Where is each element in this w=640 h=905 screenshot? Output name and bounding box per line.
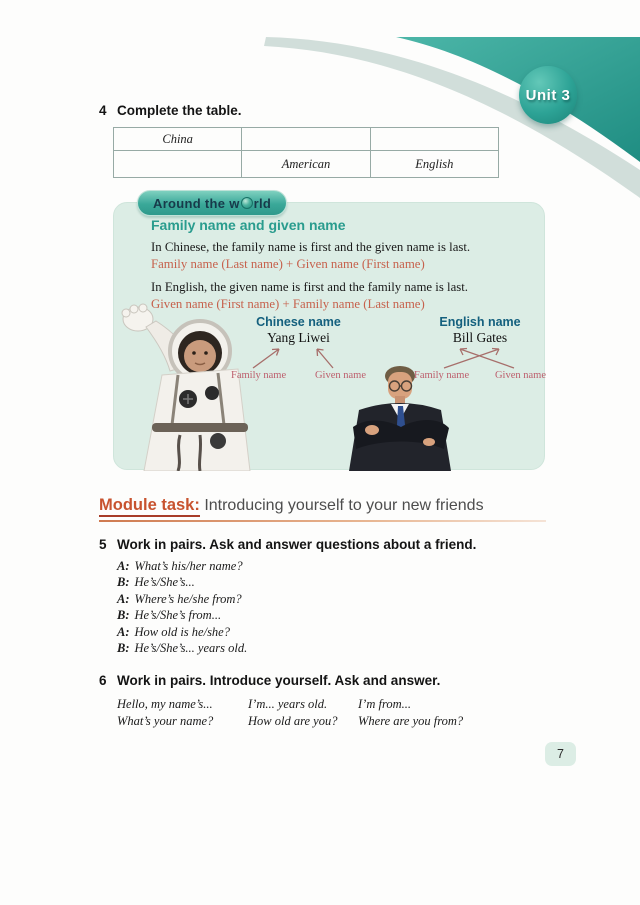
dialogue-line: A: How old is he/she? [117,624,230,639]
module-task-text: Introducing yourself to your new friends [204,497,484,514]
exercise6-heading [99,673,440,688]
exercise4-number: 4 [99,103,107,118]
dialogue-line: B: He’s/She’s from... [117,608,222,623]
name-part-labels [414,370,546,381]
chinese-example-name: Yang Liwei [267,330,330,345]
name-connector-lines-crossed [414,346,546,370]
phrase: How old are you? [248,714,338,728]
table-row [114,128,499,151]
table-cell: China [114,128,242,151]
table-cell [242,128,370,151]
table-cell [114,151,242,178]
tab-text-post: rld [253,195,272,211]
exercise5-title: Work in pairs. Ask and answer questions about a friend. [117,537,477,552]
page-number-badge [545,742,576,766]
family-name-label: Family name [414,370,470,381]
english-name-diagram [414,315,546,381]
chinese-rule-text: In Chinese, the family name is first and the given name is last. [151,240,471,254]
phrase: I’m from... [358,697,412,711]
chinese-name-heading: Chinese name [256,315,341,329]
english-name-heading: English name [439,315,521,329]
unit-badge-label: Unit 3 [525,86,571,104]
around-the-world-box [113,195,546,470]
english-example-name: Bill Gates [452,330,508,345]
exercise4-title: Complete the table. [117,103,242,118]
exercise6-number: 6 [99,673,107,688]
dialogue-line: A: What’s his/her name? [117,559,243,573]
module-task-label: Module task: [99,496,200,517]
unit-badge [519,66,577,124]
given-name-label: Given name [494,370,546,381]
globe-icon [241,197,253,209]
english-rule-text: In English, the given name is first and the family name is last. [151,280,469,294]
chinese-name-formula: Family name (Last name) + Given name (First name) [151,257,425,271]
phrase: I’m... years old. [248,697,328,711]
dialogue-line: B: He’s/She’s... years old. [117,641,248,656]
family-name-label: Family name [231,370,287,381]
table-cell [370,128,498,151]
module-task-rule [99,520,546,522]
module-task-heading [99,496,546,515]
exercise5-dialogue [117,558,247,656]
name-part-labels [231,370,366,381]
around-the-world-tab [137,190,287,216]
english-name-formula: Given name (First name) + Family name (Last name) [151,297,425,311]
phrase: What’s your name? [117,714,214,728]
table-cell: English [370,151,498,178]
phrase: Where are you from? [358,714,464,728]
exercise4-heading [99,103,242,118]
tab-text-pre: Around the w [153,195,240,211]
dialogue-line: B: He’s/She’s... [117,575,195,590]
chinese-name-diagram [231,315,366,381]
given-name-label: Given name [314,370,366,381]
exercise6-phrases [117,696,463,730]
phrase: Hello, my name’s... [117,697,213,711]
exercise5-number: 5 [99,537,107,552]
dialogue-line: A: Where’s he/she from? [117,591,242,606]
table-cell: American [242,151,370,178]
exercise5-heading [99,537,476,552]
table-row [114,151,499,178]
box-heading: Family name and given name [151,217,346,233]
exercise6-title: Work in pairs. Introduce yourself. Ask and answer. [117,673,441,688]
complete-the-table [113,127,499,178]
page-number: 7 [557,747,564,761]
name-connector-lines [231,346,366,370]
